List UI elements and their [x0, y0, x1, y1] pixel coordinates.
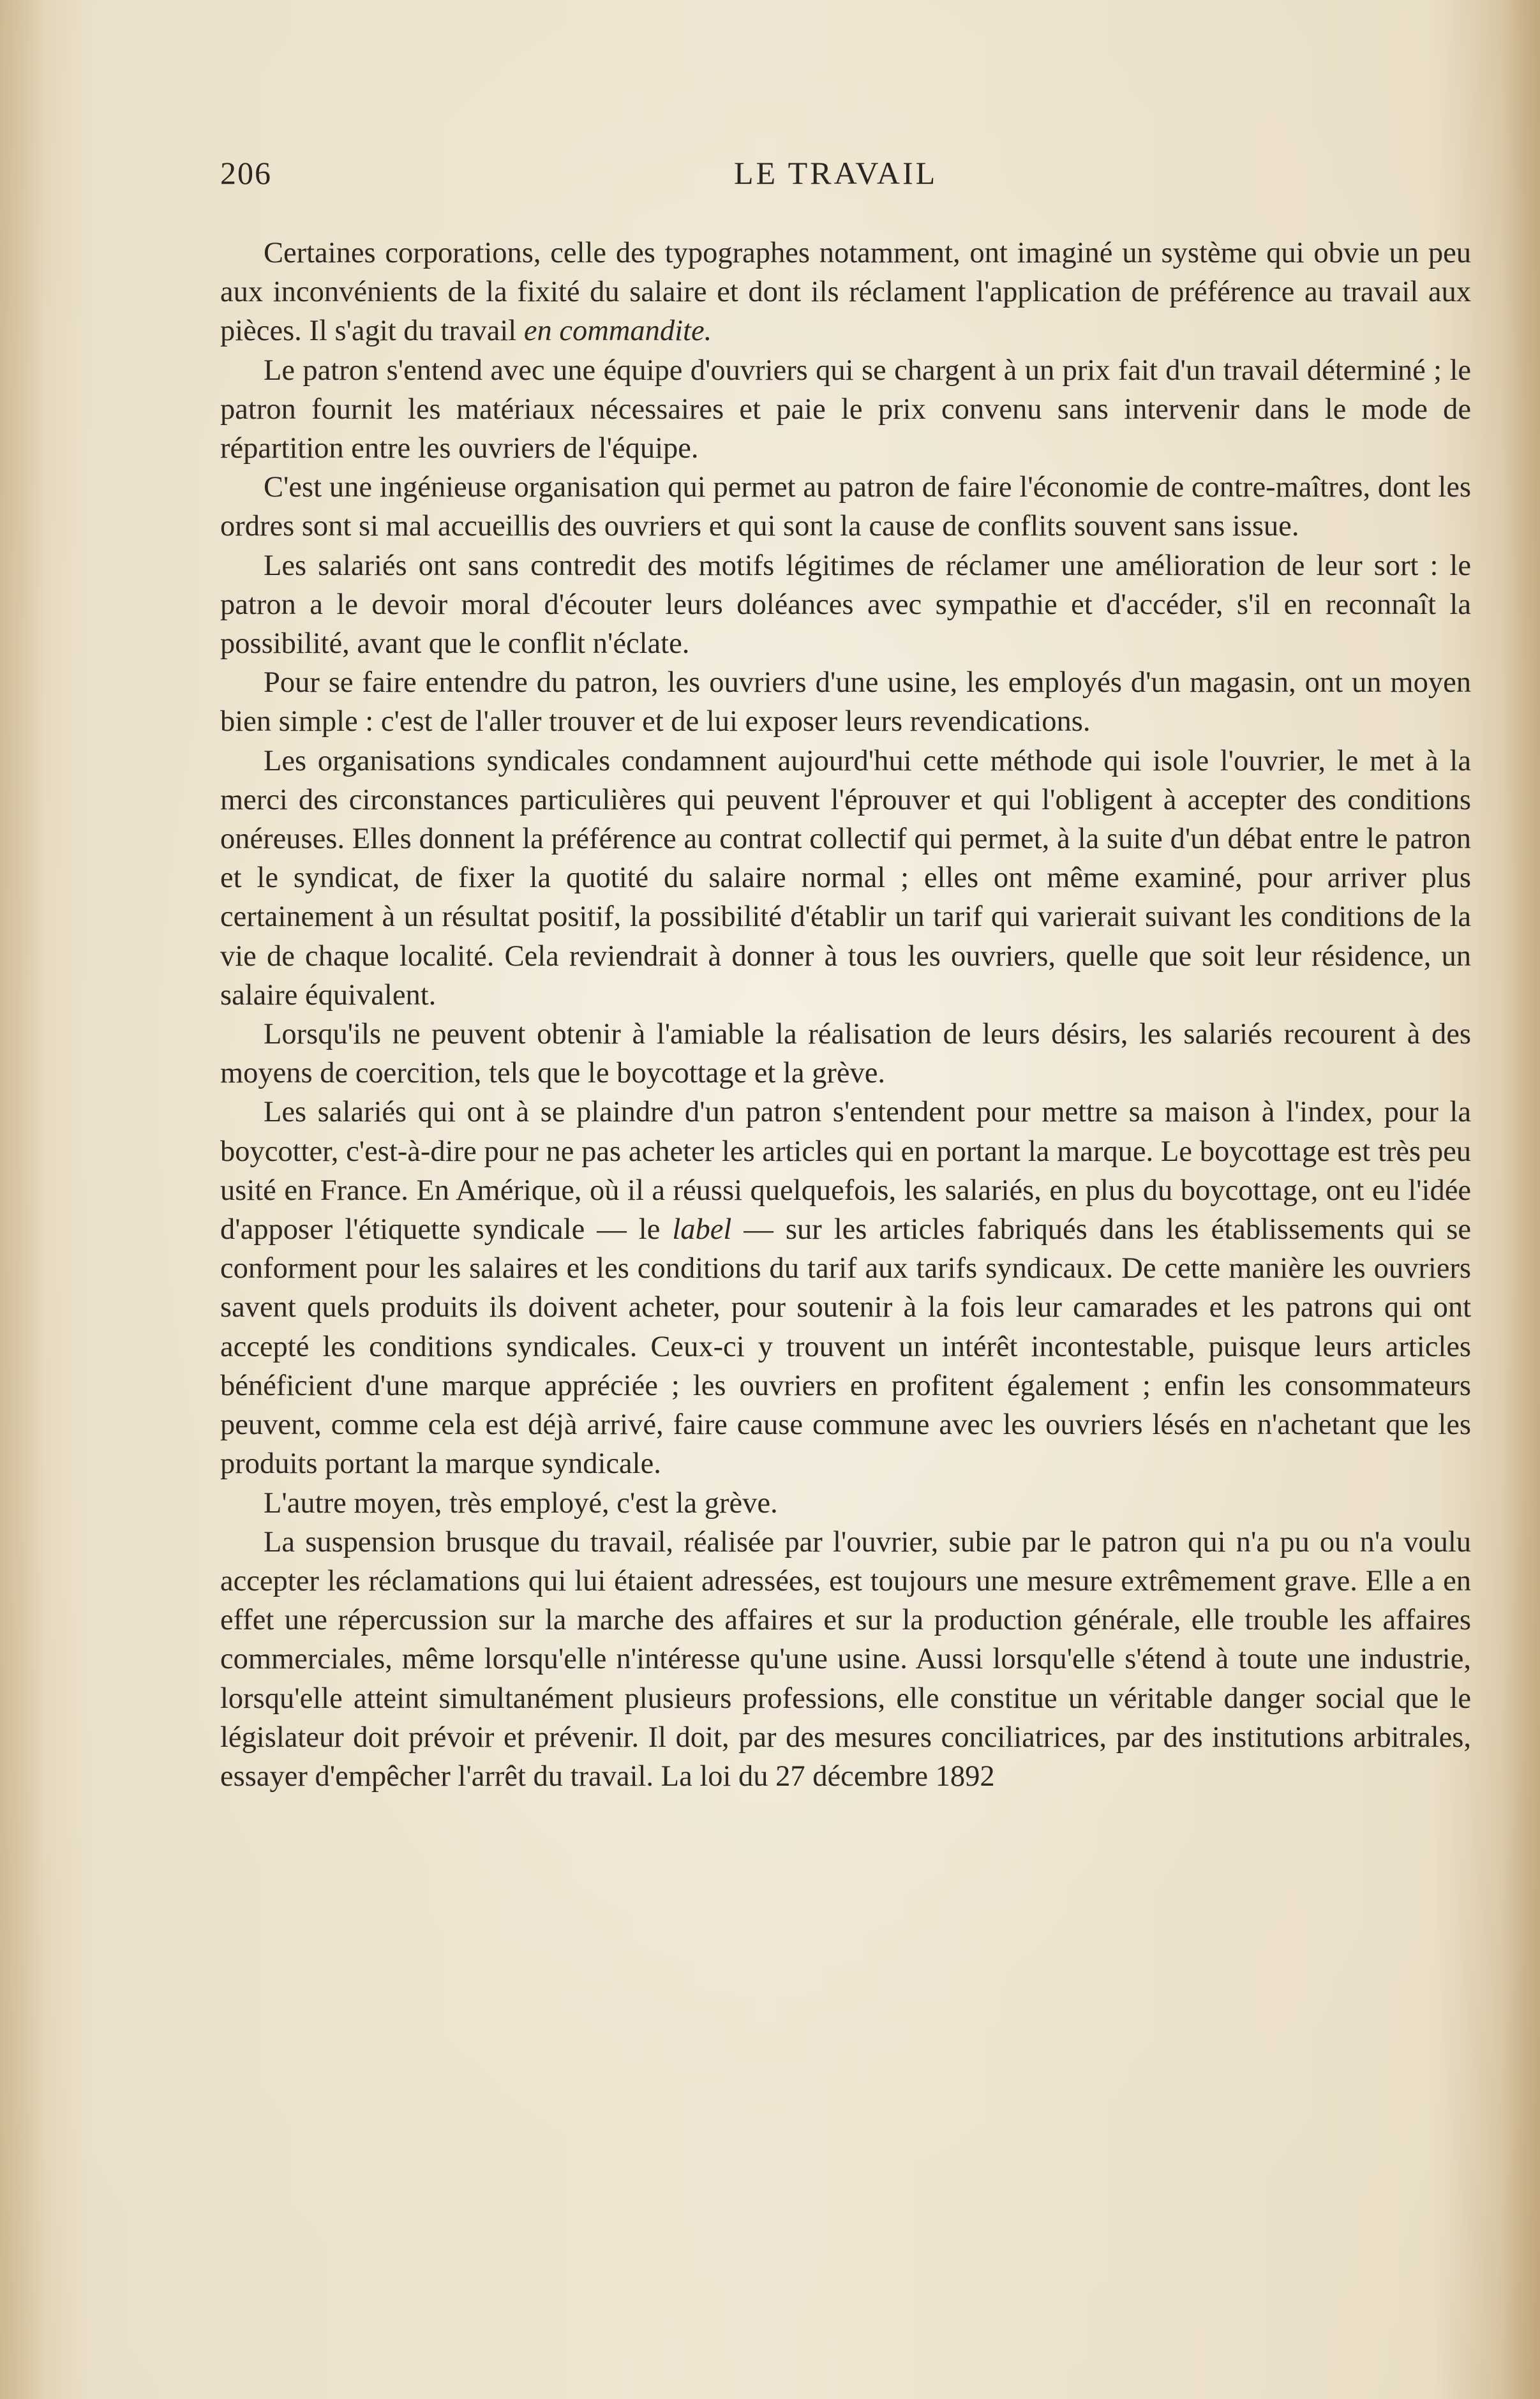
running-title: LE TRAVAIL	[734, 155, 938, 191]
page-right-shadow	[1502, 0, 1540, 2399]
paragraph: Les salariés qui ont à se plaindre d'un patron s'entendent pour mettre sa maison à l'index, pour la boycotter, c'est-à-dire pour ne pas acheter les articles qui en portant la marque. Le boycottage est très peu usité en France. En Amérique, où il a réussi quelquefois, les salariés, en plus du boycottage, ont eu l'idée d'apposer l'étiquette syndicale — le label — sur les articles fabriqués dans les établissements qui se conforment pour les salaires et les conditions du tarif aux tarifs syndicaux. De cette manière les ouvriers savent quels produits ils doivent acheter, pour soutenir à la fois leur camarades et les patrons qui ont accepté les conditions syndicales. Ceux-ci y trouvent un intérêt incontestable, puisque leurs articles bénéficient d'une marque appréciée ; les ouvriers en profitent également ; enfin les consommateurs peuvent, comme cela est déjà arrivé, faire cause commune avec les ouvriers lésés en n'achetant que les produits portant la marque syndicale.	[220, 1096, 1471, 1481]
paragraph: L'autre moyen, très employé, c'est la grève.	[264, 1486, 778, 1520]
paragraph: Les salariés ont sans contredit des motifs légitimes de réclamer une amélioration de leur sort : le patron a le devoir moral d'écouter leurs doléances avec sympathie et d'accéder, s'il en reconnaît la possibilité, avant que le conflit n'éclate.	[220, 549, 1471, 661]
page-header	[220, 154, 1471, 199]
paragraph: Pour se faire entendre du patron, les ouvriers d'une usine, les employés d'un magasin, ont un moyen bien simple : c'est de l'aller trouver et de lui exposer leurs revendications.	[220, 666, 1471, 738]
paragraph: Lorsqu'ils ne peuvent obtenir à l'amiable la réalisation de leurs désirs, les salariés recourent à des moyens de coercition, tels que le boycottage et la grève.	[220, 1018, 1471, 1090]
page-left-shadow	[0, 0, 45, 2399]
italic-term: label	[672, 1213, 732, 1246]
italic-term: en commandite.	[523, 315, 712, 348]
paragraph: La suspension brusque du travail, réalisée par l'ouvrier, subie par le patron qui n'a pu ou n'a voulu accepter les réclamations qui lui étaient adressées, est toujours une mesure extrêmement grave. Elle a en effet une répercussion sur la marche des affaires et sur la production générale, elle trouble les affaires commerciales, même lorsqu'elle n'intéresse qu'une usine. Aussi lorsqu'elle s'étend à toute une industrie, lorsqu'elle atteint simultanément plusieurs professions, elle constitue un véritable danger social que le législateur doit prévoir et prévenir. Il doit, par des mesures conciliatrices, par des institutions arbitrales, essayer d'empêcher l'arrêt du travail. La loi du 27 décembre 1892	[220, 1525, 1471, 1793]
paragraph: C'est une ingénieuse organisation qui permet au patron de faire l'économie de contre-maîtres, dont les ordres sont si mal accueillis des ouvriers et qui sont la cause de conflits souvent sans issue.	[220, 471, 1471, 543]
page-number: 206	[220, 155, 272, 191]
paragraph: Les organisations syndicales condamnent aujourd'hui cette méthode qui isole l'ouvrier, le met à la merci des circonstances particulières qui peuvent l'éprouver et qui l'obligent à accepter des conditions onéreuses. Elles donnent la préférence au contrat collectif qui permet, à la suite d'un débat entre le patron et le syndicat, de fixer la quotité du salaire normal ; elles ont même examiné, pour arriver plus certainement à un résultat positif, la possibilité d'établir un tarif qui varierait suivant les conditions de la vie de chaque localité. Cela reviendrait à donner à tous les ouvriers, quelle que soit leur résidence, un salaire équivalent.	[220, 744, 1471, 1012]
paragraph: Certaines corporations, celle des typographes notamment, ont imaginé un système qui obvie un peu aux inconvénients de la fixité du salaire et dont ils réclament l'application de préférence au travail aux pièces. Il s'agit du travail en commandite.	[220, 237, 1471, 348]
body-text	[220, 234, 1471, 1796]
paragraph: Le patron s'entend avec une équipe d'ouvriers qui se chargent à un prix fait d'un travail déterminé ; le patron fournit les matériaux nécessaires et paie le prix convenu sans intervenir dans le mode de répartition entre les ouvriers de l'équipe.	[220, 354, 1471, 465]
